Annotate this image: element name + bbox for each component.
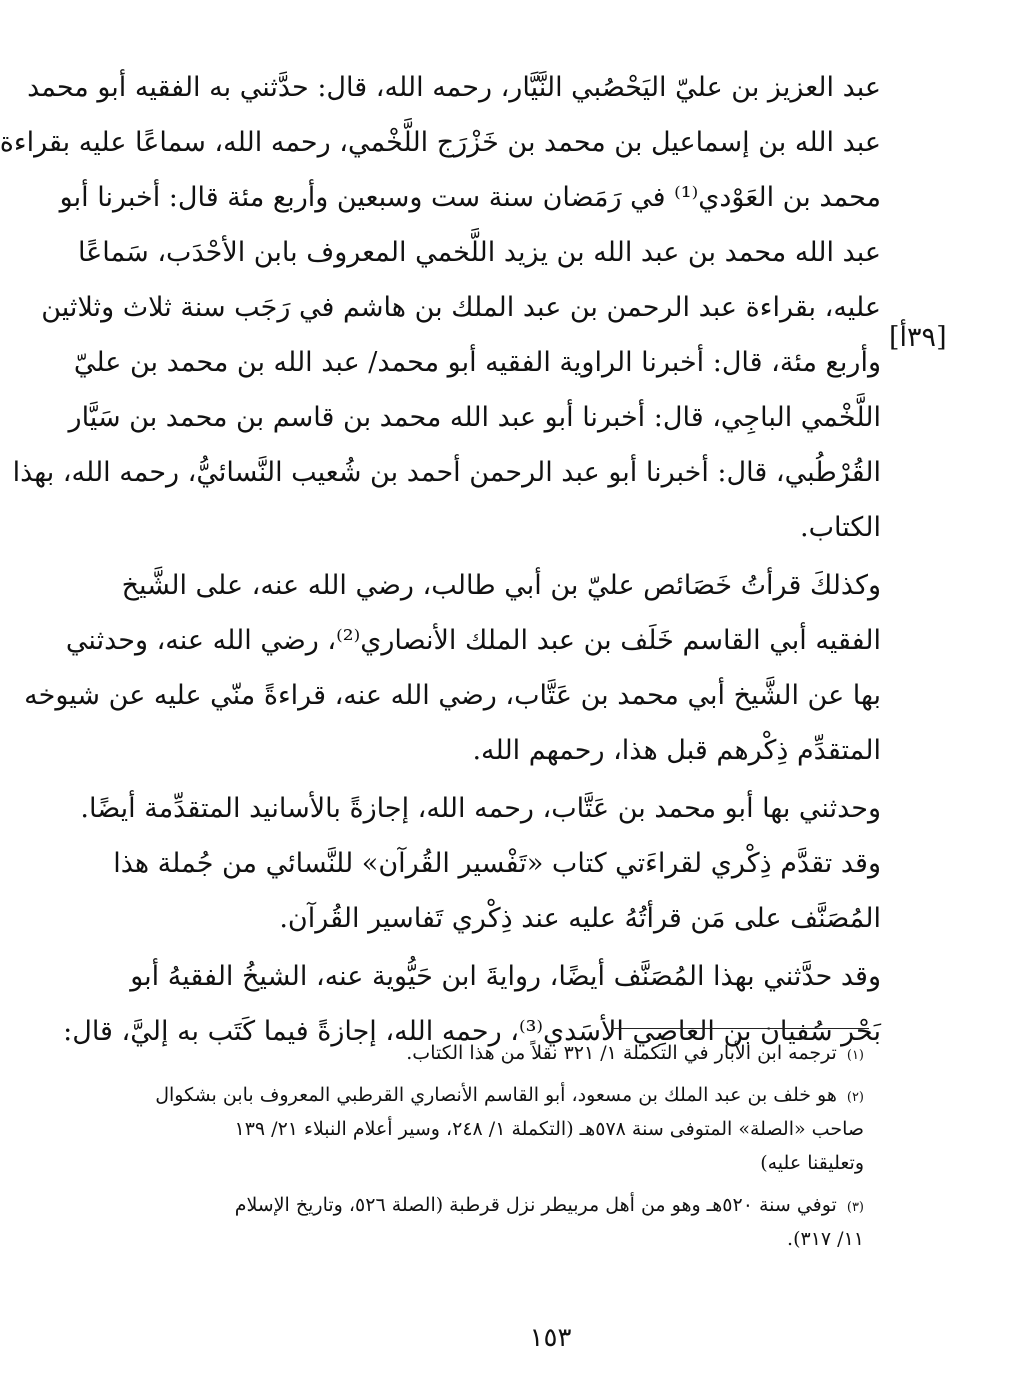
text-line: عليه، بقراءة عبد الرحمن بن عبد الملك بن هاشم في رَجَب سنة ثلاث وثلاثين <box>41 292 881 323</box>
text-line: وقد حدَّثني بهذا المُصَنَّف أيضًا، روايةَ ابن حَيُّوية عنه، الشيخُ الفقيهُ أبو <box>130 961 881 992</box>
footnote-line <box>149 1078 864 1112</box>
text-line: القُرْطُبي، قال: أخبرنا أبو عبد الرحمن أحمد بن شُعيب النَّسائيُّ، رحمه الله، بهذا <box>12 457 881 488</box>
footnote-number: (١) <box>846 1048 864 1063</box>
text-line: اللَّخْمي الباجِي، قال: أخبرنا أبو عبد الله محمد بن قاسم بن محمد بن سَيَّار <box>68 402 881 433</box>
footnote-text: توفي سنة ٥٢٠هـ وهو من أهل مربيطر نزل قرطبة (الصلة ٥٢٦، وتاريخ الإسلام <box>234 1194 837 1216</box>
manuscript-folio-marker: [٣٩أ] <box>889 322 947 353</box>
text-line: وحدثني بها أبو محمد بن عَتَّاب، رحمه الله، إجازةً بالأسانيد المتقدِّمة أيضًا. <box>80 793 881 824</box>
text-line: المُصَنَّف على مَن قرأتُهُ عليه عند ذِكْري تَفاسير القُرآن. <box>279 903 881 934</box>
text-line: وأربع مئة، قال: أخبرنا الراوية الفقيه أبو محمد/ عبد الله بن محمد بن عليّ <box>73 347 881 378</box>
footnote-line <box>149 1188 864 1222</box>
main-text <box>0 60 881 1059</box>
text-line: عبد الله محمد بن عبد الله بن يزيد اللَّخمي المعروف بابن الأحْدَب، سَماعًا <box>77 237 881 268</box>
text-line: محمد بن العَوْدي⁽¹⁾ في رَمَضان سنة ست وسبعين وأربع مئة قال: أخبرنا أبو <box>59 182 881 213</box>
footnotes <box>149 1036 864 1256</box>
footnote-text: ترجمه ابن الأبار في التكملة ١/ ٣٢١ نقلاً من هذا الكتاب. <box>406 1042 837 1064</box>
text-line: المتقدِّم ذِكْرهم قبل هذا، رحمهم الله. <box>472 735 881 766</box>
text-line: وقد تقدَّم ذِكْري لقراءَتي كتاب «تَفْسير القُرآن» للنَّسائي من جُملة هذا <box>113 848 881 879</box>
text-line: الفقيه أبي القاسم خَلَف بن عبد الملك الأنصاري⁽²⁾، رضي الله عنه، وحدثني <box>65 625 881 656</box>
footnote-line <box>149 1036 864 1070</box>
text-line: بها عن الشَّيخ أبي محمد بن عَتَّاب، رضي الله عنه، قراءةً منّي عليه عن شيوخه <box>24 680 881 711</box>
footnote-line: ١١/ ٣١٧). <box>787 1228 864 1250</box>
footnote-line: صاحب «الصلة» المتوفى سنة ٥٧٨هـ (التكملة ١/ ٢٤٨، وسير أعلام النبلاء ٢١/ ١٣٩ <box>234 1118 864 1140</box>
text-line: بَحْر سُفيان بن العاصِي الأسَدي⁽³⁾، رحمه الله، إجازةً فيما كَتَب به إليَّ، قال: <box>63 1016 881 1047</box>
footnote-number: (٢) <box>846 1090 864 1105</box>
text-line: عبد العزيز بن عليّ اليَحْصُبي النَّيَّار، رحمه الله، قال: حدَّثني به الفقيه أبو محمد <box>27 72 881 103</box>
text-line: وكذلكَ قرأتُ خَصَائص عليّ بن أبي طالب، رضي الله عنه، على الشَّيخ <box>121 570 881 601</box>
footnote-separator <box>611 1028 869 1029</box>
footnote-text: هو خلف بن عبد الملك بن مسعود، أبو القاسم الأنصاري القرطبي المعروف بابن بشكوال <box>155 1084 837 1106</box>
footnote-line: وتعليقنا عليه) <box>760 1152 864 1174</box>
text-line: الكتاب. <box>799 512 881 543</box>
text-line: عبد الله بن إسماعيل بن محمد بن خَزْرَج اللَّخْمي، رحمه الله، سماعًا عليه بقراءة <box>0 127 881 158</box>
page-number: ١٥٣ <box>529 1323 572 1353</box>
footnote-number: (٣) <box>846 1200 864 1215</box>
